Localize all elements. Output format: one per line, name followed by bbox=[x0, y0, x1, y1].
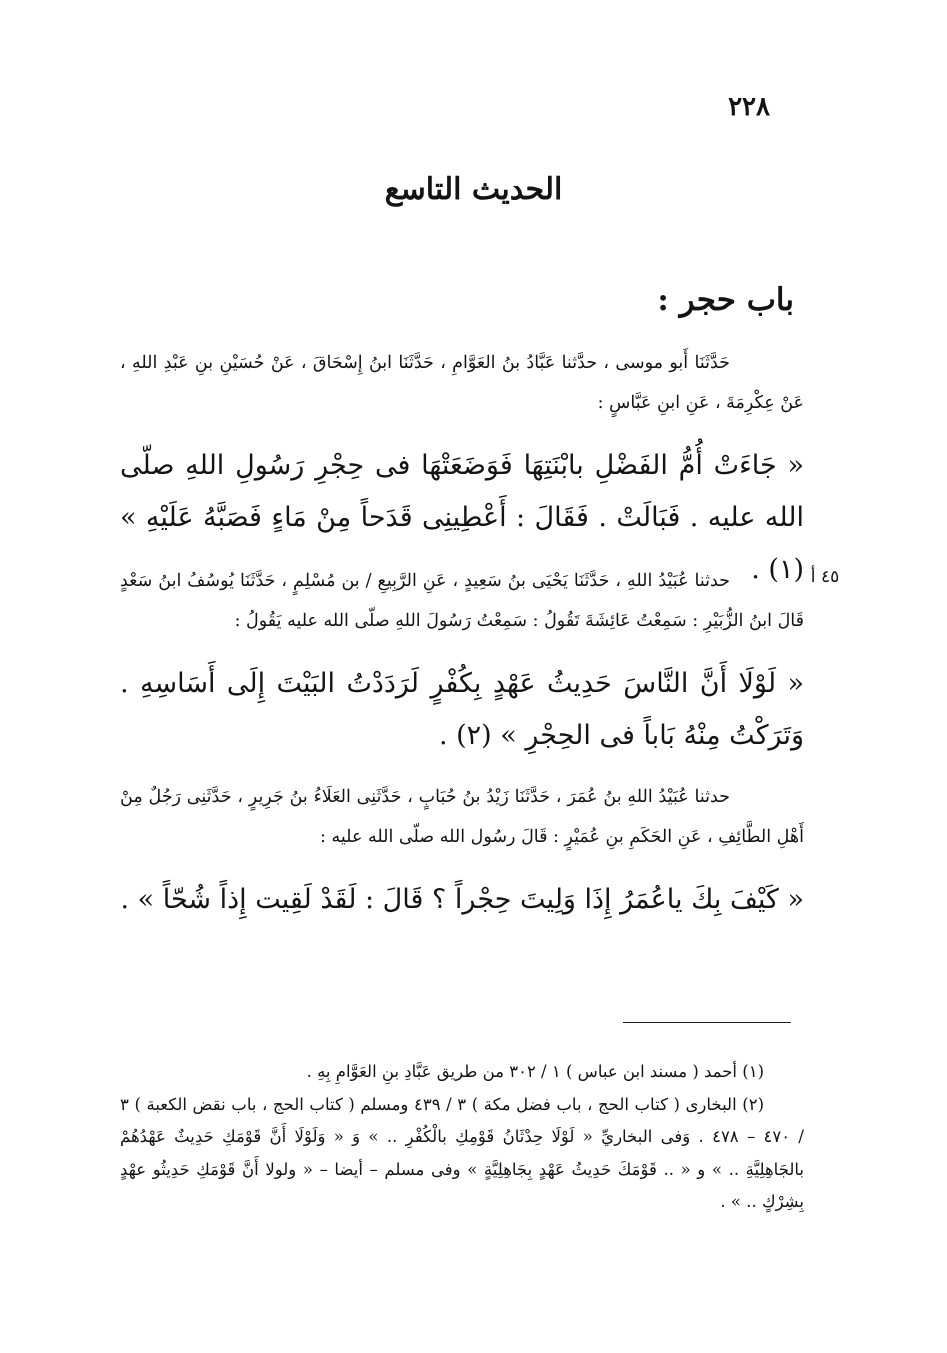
page-number: ٢٢٨ bbox=[728, 92, 770, 122]
hadith-1-matn: « جَاءَتْ أُمُّ الفَضْلِ بابْنَتِهَا فَوَضَعَتْهَا فى حِجْرِ رَسُولِ اللهِ صلّى الله عليه . فَبَالَتْ . فَقَالَ : أَعْطِينِى قَدَحاً مِنْ مَاءٍ فَصَبَّهُ عَلَيْهِ » (١) . bbox=[120, 450, 804, 585]
hadith-1-isnad: حَدَّثَنَا أَبو موسى ، حدَّثنا عَبَّادُ بنُ العَوَّامِ ، حَدَّثَنَا ابنُ إِسْحَاقَ ، عَنْ حُسَيْنِ بنِ عَبْدِ اللهِ ، عَنْ عِكْرِمَةَ ، عَنِ ابنِ عَبَّاسٍ : bbox=[120, 353, 804, 413]
hadith-3-isnad: حدثنا عُبَيْدُ اللهِ بنُ عُمَرَ ، حَدَّثَنَا زَيْدُ بنُ حُبَابٍ ، حَدَّثَنِى العَلَاءُ بنُ جَرِيرٍ ، حَدَّثَنِى رَجُلٌ مِنْ أَهْلِ الطَّائِفِ ، عَنِ الحَكَمِ بنِ عُمَيْرٍ : قَالَ رسُول الله صلّى الله عليه : bbox=[120, 787, 804, 847]
footnote-1: (١) أحمد ( مسند ابن عباس ) ١ / ٣٠٢ من طريق عَبَّادِ بنِ العَوَّامِ بِهِ . bbox=[306, 1062, 764, 1081]
footnote-2: (٢) البخارى ( كتاب الحج ، باب فضل مكة ) ٣ / ٤٣٩ ومسلم ( كتاب الحج ، باب نقض الكعبة ) ٣ / ٤٧٠ – ٤٧٨ . وَفى البخاريِّ « لَوْلَا حِدْثَانُ قَوْمِكِ بالْكُفْرِ .. » وَ « وَلَوْلَا أَنَّ قَوْمَكِ حَدِيثٌ عَهْدُهُمْ بالجَاهِلِيَّةِ .. » و « .. قَوْمَكَ حَدِيثُ عَهْدٍ بِجَاهِلِيَّةٍ » وفى مسلم – أيضا – « ولولا أَنَّ قَوْمَكِ حَدِيثُو عهْدٍ بِشِرْكٍ .. » . bbox=[120, 1094, 804, 1211]
manuscript-folio-note: ٤٥ أ bbox=[810, 567, 840, 587]
footnote-separator bbox=[623, 1022, 791, 1023]
hadith-2-isnad: حدثنا عُبَيْدُ اللهِ ، حَدَّثَنَا يَحْيَى بنُ سَعِيدٍ ، عَنِ الرَّبِيعِ / بن مُسْلِمٍ ، حَدَّثَنَا يُوسُفُ ابنُ سَعْدٍ قَالَ ابنُ الزُّبَيْرِ : سَمِعْتُ عَائِشَةَ تَقُولُ : سَمِعْتُ رَسُولَ اللهِ صلّى الله عليه يَقُولُ : bbox=[120, 571, 804, 631]
hadith-3-matn: « كَيْفَ بِكَ ياعُمَرُ إِذَا وَلِيتَ حِجْراً ؟ قَالَ : لَقَدْ لَقِيت إِذاً شُحّاً » . bbox=[120, 884, 804, 915]
footnotes bbox=[120, 1056, 804, 1219]
section-heading: باب حجر : bbox=[657, 282, 794, 318]
hadith-2-matn: « لَوْلَا أَنَّ النَّاسَ حَدِيثُ عَهْدٍ بِكُفْرٍ لَرَدَدْتُ البَيْتَ إِلَى أَسَاسِهِ . وَتَرَكْتُ مِنْهُ بَاباً فى الحِجْرِ » (٢) . bbox=[120, 668, 804, 751]
chapter-title: الحديث التاسع bbox=[384, 172, 563, 207]
